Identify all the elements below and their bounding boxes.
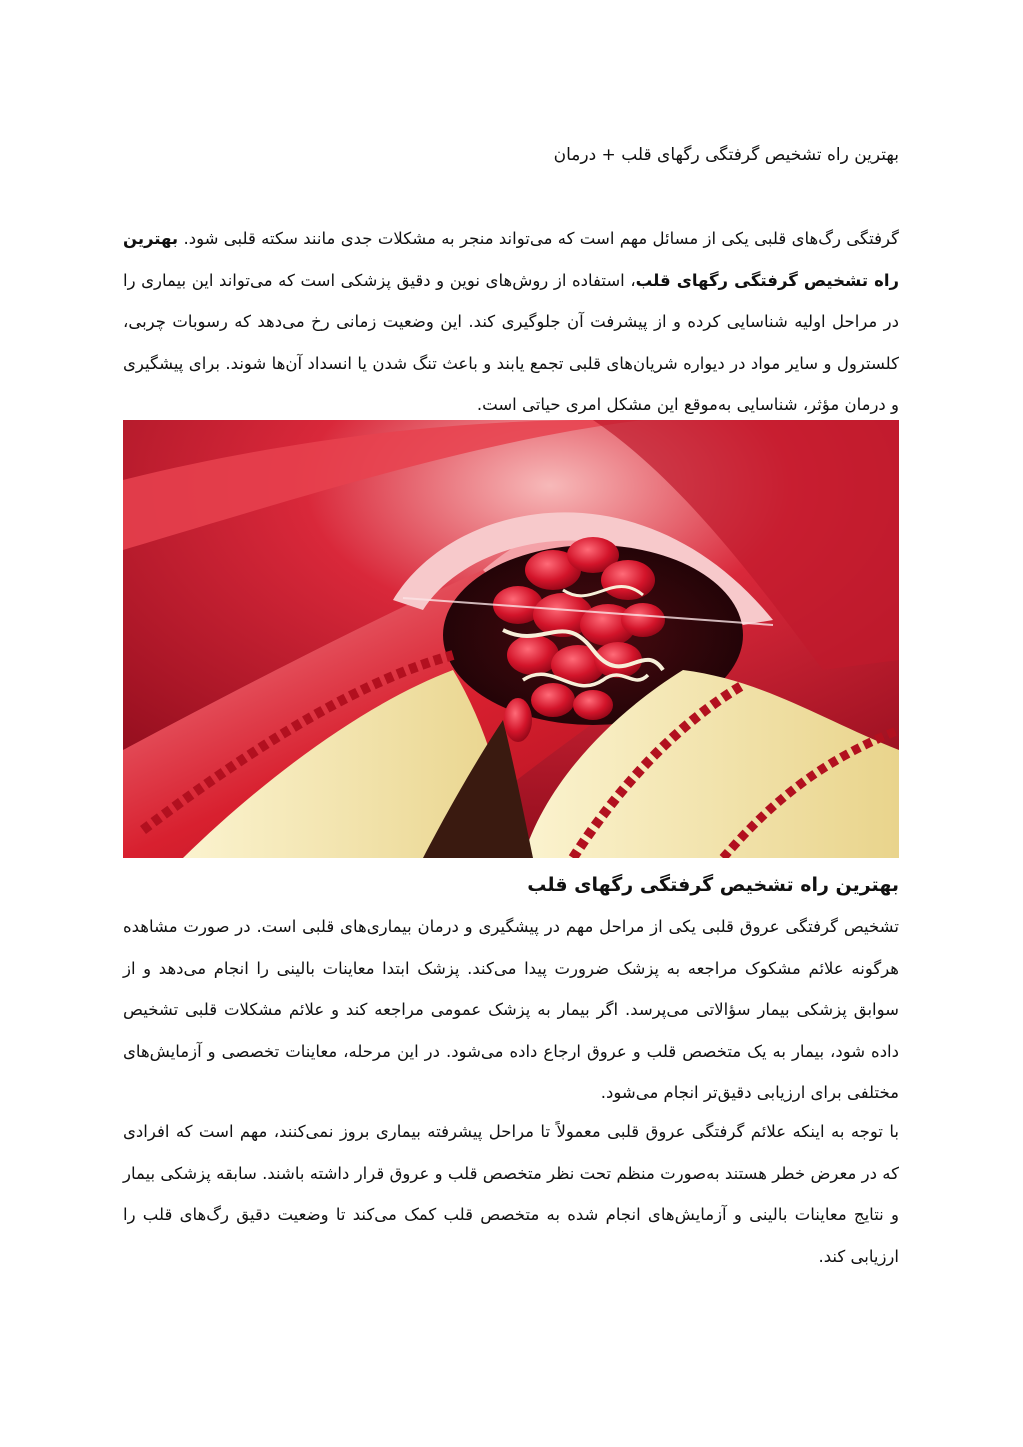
document-title: بهترین راه تشخیص گرفتگی رگهای قلب + درمان [553,145,899,165]
body-paragraph-1: تشخیص گرفتگی عروق قلبی یکی از مراحل مهم در پیشگیری و درمان بیماری‌های قلبی است. در صورت مشاهده هرگونه علائم مشکوک مراجعه به پزشک ضرورت پیدا می‌کند. پزشک ابتدا معاینات بالینی را انجام می‌دهد و از سوابق پزشکی بیمار سؤالاتی می‌پرسد. اگر بیمار به پزشک عمومی مراجعه کند و علائم مشکلات قلبی تشخیص داده شود، بیمار به یک متخصص قلب و عروق ارجاع داده می‌شود. در این مرحله، معاینات تخصصی و آزمایش‌های مختلفی برای ارزیابی دقیق‌تر انجام می‌شود. [123,917,899,1102]
body-paragraph-2: با توجه به اینکه علائم گرفتگی عروق قلبی معمولاً تا مراحل پیشرفته بیماری بروز نمی‌کنند، مهم است که افرادی که در معرض خطر هستند به‌صورت منظم تحت نظر متخصص قلب و عروق قرار داشته باشند. سابقه پزشکی بیمار و نتایج معاینات بالینی و آزمایش‌های انجام شده به متخصص قلب کمک می‌کند تا وضعیت دقیق رگ‌های قلب را ارزیابی کند. [123,1122,899,1266]
intro-bold-keyword: بهترین راه تشخیص گرفتگی رگهای قلب [123,229,899,290]
artery-figure [123,420,899,858]
blocked-artery-illustration [123,420,899,858]
intro-paragraph [123,218,899,426]
intro-text-2: ، استفاده از روش‌های نوین و دقیق پزشکی است که می‌تواند این بیماری را در مراحل اولیه شناسایی کرده و از پیشرفت آن جلوگیری کند. این وضعیت زمانی رخ می‌دهد که رسوبات چربی، کلسترول و سایر مواد در دیواره شریان‌های قلبی تجمع یابند و باعث تنگ شدن یا انسداد آن‌ها شوند. برای پیشگیری و درمان مؤثر، شناسایی به‌موقع این مشکل امری حیاتی است. [123,270,899,414]
intro-text-1: گرفتگی رگ‌های قلبی یکی از مسائل مهم است که می‌تواند منجر به مشکلات جدی مانند سکته قلبی شود. [183,229,899,248]
section-heading: بهترین راه تشخیص گرفتگی رگهای قلب [527,874,899,896]
